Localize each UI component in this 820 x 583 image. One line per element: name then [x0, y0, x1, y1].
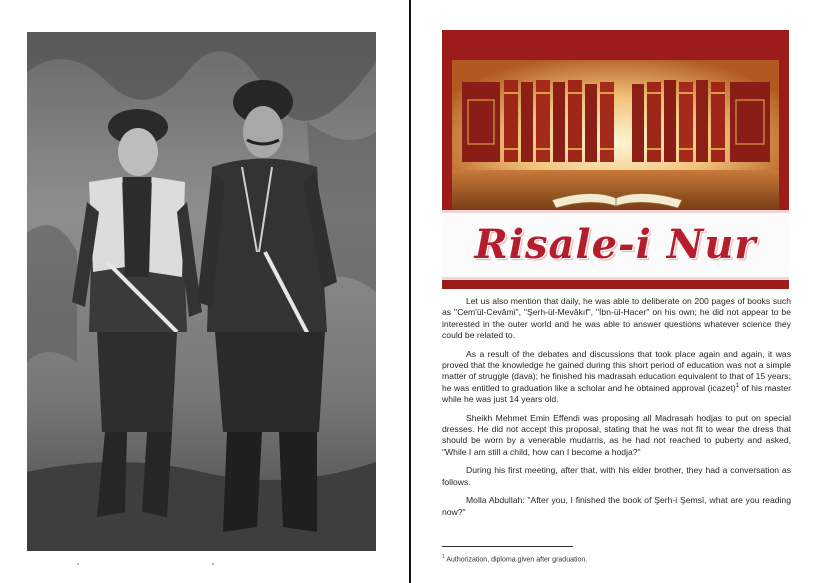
paragraph-4: During his first meeting, after that, with his elder brother, they had a conversation as follows.: [442, 465, 791, 487]
footnote-number: 1: [442, 554, 445, 560]
paragraph-2: [442, 349, 791, 406]
footnote-text: Authorization, diploma given after graduation.: [446, 556, 588, 564]
paragraph-5: Molla Abdullah: "After you, I finished the book of Şerh-i Şemsî, what are you reading now?": [442, 495, 791, 517]
paragraph-2-text: As a result of the debates and discussions that took place again and again, it was proved that the knowledge he gained during this short period of education was not a simple matter of struggle (dava); he finished his madrasah education equivalent to that of 15 years; he was entitled to graduation like a scholar and he obtained approval (icazet): [442, 348, 791, 393]
left-page: [0, 0, 409, 583]
historical-photograph: [27, 32, 376, 551]
footnote-ref: 1: [735, 382, 740, 389]
footnote: [442, 553, 791, 564]
photo-illustration: [27, 32, 376, 551]
page-marks: [75, 561, 275, 567]
paragraph-3: Sheikh Mehmet Emin Effendi was proposing all Madrasah hodjas to put on special dresses. He did not accept this proposal, stating that he was not fit to wear the dress that should be worn by a venerable mudarris, as he had not reached to puberty and asked, "While I am still a child, how can I become a hodja?": [442, 412, 791, 457]
risale-banner: [442, 30, 789, 289]
right-page: [411, 0, 820, 583]
paragraph-1: Let us also mention that daily, he was able to deliberate on 200 pages of books such as "Cem'ül-Cevâmi", "Şerh-ül-Mevâkıf", "İbn-ül-Hacer" on his own; he did not appear to be interested in the outer world and he was able to answer questions whatever science they could be related to.: [442, 296, 791, 341]
footnote-rule: [442, 546, 573, 547]
body-text: [442, 296, 791, 525]
paragraph-2-tail: of his master while he was just 14 years old.: [442, 382, 791, 405]
banner-title: Risale-i Nur: [474, 221, 757, 268]
